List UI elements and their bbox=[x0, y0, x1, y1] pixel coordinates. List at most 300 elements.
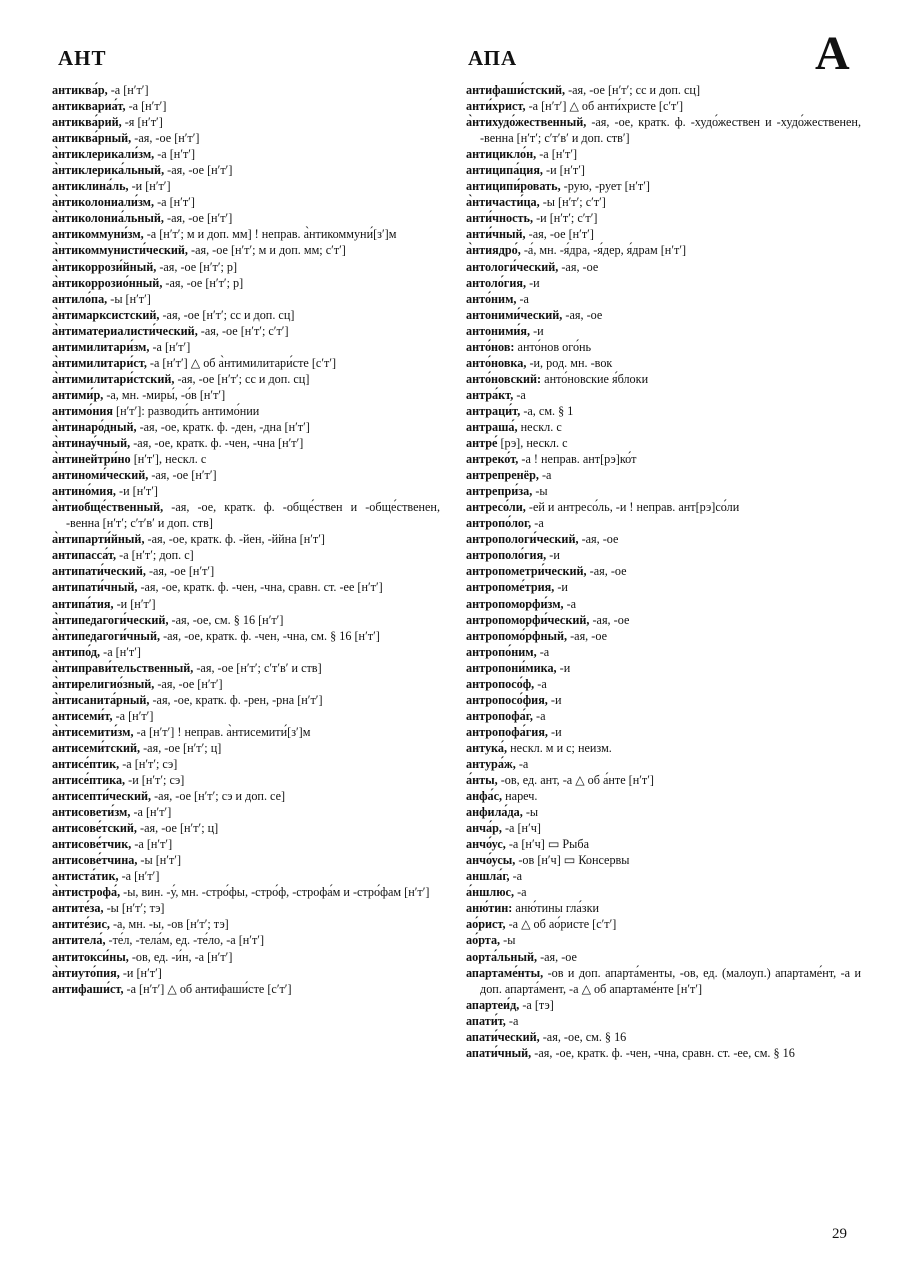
entry-definition: -и bbox=[556, 660, 571, 675]
dictionary-entry bbox=[466, 756, 861, 772]
dictionary-entry bbox=[52, 499, 440, 531]
dictionary-entry bbox=[466, 612, 861, 628]
dictionary-entry bbox=[466, 210, 861, 226]
entry-definition: -а, см. § 1 bbox=[520, 403, 574, 418]
entry-headword: антраша́, bbox=[466, 419, 518, 434]
entry-headword: антипати́ческий, bbox=[52, 564, 146, 579]
entry-definition: -ая, -ое, см. § 16 bbox=[539, 1029, 627, 1044]
entry-headword: антропосо́ф, bbox=[466, 676, 535, 691]
dictionary-entry bbox=[52, 836, 440, 852]
entry-headword: антоло́гия, bbox=[466, 275, 527, 290]
entry-headword: антропологи́ческий, bbox=[466, 532, 579, 547]
entry-definition: -ая, -ое [нʹтʹ] bbox=[145, 564, 215, 579]
entry-headword: антропофа́г, bbox=[466, 708, 533, 723]
dictionary-entry bbox=[466, 275, 861, 291]
dictionary-entry bbox=[52, 194, 440, 210]
entry-definition: -а bbox=[563, 596, 577, 611]
entry-definition: -ов [нʹч] ▭ Консервы bbox=[515, 853, 630, 868]
entry-headword: апати́т, bbox=[466, 1013, 506, 1028]
entry-definition: -ая, -ое bbox=[567, 628, 607, 643]
entry-headword: анти́христ, bbox=[466, 99, 526, 114]
entry-headword: антропо́лог, bbox=[466, 516, 532, 531]
entry-headword: антипо́д, bbox=[52, 644, 101, 659]
entry-headword: а̀нтиправи́тельственный, bbox=[52, 660, 194, 675]
dictionary-entry bbox=[466, 162, 861, 178]
entry-headword: анфила́да, bbox=[466, 805, 523, 820]
entry-headword: а̀нтисемити́зм, bbox=[52, 724, 134, 739]
dictionary-entry bbox=[52, 916, 440, 932]
entry-definition: -а [нʹтʹ] bbox=[100, 644, 141, 659]
entry-headword: антипа́тия, bbox=[52, 596, 114, 611]
dictionary-entry bbox=[466, 708, 861, 724]
dictionary-entry bbox=[52, 660, 440, 676]
entry-headword: анчо́ус, bbox=[466, 837, 506, 852]
entry-definition: -а [тэ] bbox=[519, 997, 554, 1012]
entry-definition: -а bbox=[505, 1013, 519, 1028]
entry-definition: -и bbox=[554, 580, 568, 595]
entry-definition: -ая, -ое [нʹтʹ] bbox=[525, 227, 594, 242]
entry-headword: антра́кт, bbox=[466, 387, 514, 402]
dictionary-entry bbox=[52, 756, 440, 772]
entry-definition: -а [нʹтʹ] △ об а̀нтимилитари́сте [сʹтʹ] bbox=[146, 355, 337, 370]
dictionary-entry bbox=[52, 371, 440, 387]
entry-definition: -и [нʹтʹ; сэ] bbox=[125, 773, 185, 788]
entry-headword: антисовети́зм, bbox=[52, 805, 131, 820]
dictionary-entry bbox=[52, 178, 440, 194]
dictionary-entry bbox=[52, 355, 440, 371]
entry-headword: а̀нтиобще́ственный, bbox=[52, 500, 164, 515]
entry-headword: антиква́р, bbox=[52, 83, 108, 97]
dictionary-entry bbox=[466, 1029, 861, 1045]
dictionary-entry bbox=[466, 949, 861, 965]
entry-headword: антифаши́стский, bbox=[466, 83, 566, 97]
entry-definition: -и [нʹтʹ; сʹтʹ] bbox=[533, 211, 598, 226]
entry-headword: антисеми́т, bbox=[52, 708, 113, 723]
dictionary-entry bbox=[52, 82, 440, 98]
entry-definition: -ая, -ое [нʹтʹ; сс и доп. сц] bbox=[174, 371, 310, 386]
entry-definition: -ая, -ое, кратк. ф. -чен, -чна, см. § 16 [нʹтʹ] bbox=[160, 628, 380, 643]
entry-definition: -ы bbox=[532, 484, 548, 499]
entry-headword: антиципи́ровать, bbox=[466, 179, 561, 194]
entry-headword: анчо́усы, bbox=[466, 853, 516, 868]
dictionary-entry bbox=[466, 932, 861, 948]
entry-headword: антре́ bbox=[466, 436, 498, 451]
entry-headword: антраци́т, bbox=[466, 403, 521, 418]
dictionary-entry bbox=[466, 499, 861, 515]
entry-definition: -а bbox=[534, 676, 547, 691]
entry-definition: -и bbox=[526, 275, 540, 290]
entry-definition: -а, мн. -миры́, -о́в [нʹтʹ] bbox=[103, 387, 226, 402]
dictionary-entry bbox=[52, 419, 440, 435]
entry-definition: -ая, -ое bbox=[578, 532, 619, 547]
dictionary-entry bbox=[52, 852, 440, 868]
dictionary-entry bbox=[466, 194, 861, 210]
entry-headword: а̀нтипедагоги́ческий, bbox=[52, 612, 169, 627]
entry-headword: а̀нтипедагоги́чный, bbox=[52, 628, 161, 643]
dictionary-entry bbox=[52, 242, 440, 258]
entry-headword: антимо́ния bbox=[52, 403, 113, 418]
dictionary-entry bbox=[466, 547, 861, 563]
right-column bbox=[466, 82, 861, 1061]
dictionary-entry bbox=[466, 483, 861, 499]
entry-definition: -а △ об ао́ристе [сʹтʹ] bbox=[505, 917, 617, 932]
dictionary-entry bbox=[52, 403, 440, 419]
entry-headword: антиква́рный, bbox=[52, 131, 132, 146]
entry-definition: -а [нʹтʹ] bbox=[536, 147, 578, 162]
entry-definition: -ая, -ое [нʹтʹ] bbox=[164, 163, 233, 178]
entry-definition: -и [нʹтʹ] bbox=[119, 965, 162, 980]
entry-headword: а̀нтимарксистский, bbox=[52, 307, 160, 322]
dictionary-entry bbox=[52, 788, 440, 804]
entry-definition: [нʹтʹ], нескл. с bbox=[130, 452, 207, 467]
dictionary-entry bbox=[466, 804, 861, 820]
entry-headword: антука́, bbox=[466, 740, 508, 755]
entry-definition: аню́тины гла́зки bbox=[512, 901, 600, 916]
entry-headword: а̀нтинейтри́но bbox=[52, 452, 131, 467]
entry-headword: антицикло́н, bbox=[466, 147, 537, 162]
entry-headword: ао́рта, bbox=[466, 933, 501, 948]
entry-headword: антисове́тчина, bbox=[52, 853, 138, 868]
dictionary-entry bbox=[52, 884, 440, 900]
entry-definition: -ая, -ое, кратк. ф. -худо́жествен и -худо́жественен, -венна [нʹтʹ; сʹтʹвʹ и доп. ствʹ] bbox=[480, 115, 861, 146]
dictionary-entry bbox=[52, 932, 440, 948]
entry-definition: -а [нʹч] bbox=[501, 821, 541, 836]
dictionary-entry bbox=[52, 291, 440, 307]
dictionary-entry bbox=[52, 451, 440, 467]
entry-definition: -ая, -ое, кратк. ф. -чен, -чна, сравн. ст. -ее [нʹтʹ] bbox=[137, 580, 383, 595]
entry-definition: [нʹтʹ]: разводи́ть антимо́нии bbox=[113, 403, 260, 418]
entry-definition: анто́нов ого́нь bbox=[514, 339, 592, 354]
entry-definition: -ов, ед. ант, -а △ об а́нте [нʹтʹ] bbox=[497, 773, 654, 788]
dictionary-entry bbox=[466, 82, 861, 98]
entry-headword: аорта́льный, bbox=[466, 949, 538, 964]
entry-definition: -а [нʹтʹ] bbox=[130, 805, 172, 820]
entry-definition: -ая, -ое, кратк. ф. -йен, -ййна [нʹтʹ] bbox=[144, 532, 325, 547]
dictionary-entry bbox=[52, 98, 440, 114]
entry-definition: -а [нʹтʹ; м и доп. мм] ! неправ. а̀нтикоммуни́[зʹ]м bbox=[143, 227, 397, 242]
entry-definition: -а bbox=[513, 387, 526, 402]
entry-headword: апартаме́нты, bbox=[466, 965, 544, 980]
entry-headword: антисове́тский, bbox=[52, 821, 137, 836]
entry-definition: -ая, -ое [нʹтʹ; сс и доп. сц] bbox=[565, 83, 701, 97]
entry-headword: антисепти́ческий, bbox=[52, 789, 152, 804]
dictionary-entry bbox=[52, 676, 440, 692]
entry-definition: -ая, -ое [нʹтʹ] bbox=[163, 211, 233, 226]
entry-definition: -ы [нʹтʹ; тэ] bbox=[103, 901, 165, 916]
entry-headword: а̀нтиклерикали́зм, bbox=[52, 147, 155, 162]
entry-definition: -а [нʹтʹ] bbox=[112, 708, 154, 723]
entry-definition: -ы bbox=[522, 805, 539, 820]
dictionary-entry bbox=[466, 740, 861, 756]
entry-headword: антите́за, bbox=[52, 901, 104, 916]
dictionary-entry bbox=[52, 868, 440, 884]
entry-headword: антура́ж, bbox=[466, 756, 516, 771]
entry-headword: антимилитари́зм, bbox=[52, 339, 150, 354]
dictionary-entry bbox=[52, 644, 440, 660]
dictionary-entry bbox=[466, 579, 861, 595]
left-column bbox=[52, 82, 440, 997]
entry-definition: -а bbox=[509, 869, 523, 884]
entry-headword: а̀нтиядро́, bbox=[466, 243, 521, 258]
entry-definition: -ая, -ое [нʹтʹ; ц] bbox=[140, 740, 222, 755]
entry-definition: анто́новские я́блоки bbox=[541, 371, 649, 386]
entry-headword: антино́мия, bbox=[52, 484, 116, 499]
entry-headword: а̀нтистрофа́, bbox=[52, 885, 121, 900]
entry-headword: а̀нтинау́чный, bbox=[52, 436, 131, 451]
entry-headword: антропосо́фия, bbox=[466, 692, 548, 707]
entry-headword: а̀нтикоррозио́нный, bbox=[52, 275, 163, 290]
entry-headword: анто́новка, bbox=[466, 355, 527, 370]
entry-headword: а̀нтимилитари́стский, bbox=[52, 371, 175, 386]
dictionary-entry bbox=[52, 483, 440, 499]
entry-definition: -а [нʹтʹ] bbox=[107, 83, 149, 97]
entry-definition: нескл. м и с; неизм. bbox=[507, 740, 612, 755]
entry-definition: -ая, -ое [нʹтʹ; м и доп. мм; сʹтʹ] bbox=[187, 243, 346, 258]
entry-definition: -ая, -ое, см. § 16 [нʹтʹ] bbox=[168, 612, 284, 627]
entry-definition: -ов, ед. -и́н, -а [нʹтʹ] bbox=[128, 949, 233, 964]
dictionary-entry bbox=[466, 820, 861, 836]
dictionary-entry bbox=[52, 467, 440, 483]
entry-definition: -а [нʹтʹ; сэ] bbox=[119, 756, 178, 771]
entry-headword: антипати́чный, bbox=[52, 580, 138, 595]
dictionary-entry bbox=[466, 435, 861, 451]
entry-headword: антипасса́т, bbox=[52, 548, 117, 563]
dictionary-entry bbox=[52, 146, 440, 162]
entry-definition: -и bbox=[547, 692, 562, 707]
entry-headword: а̀нтиколониали́зм, bbox=[52, 195, 155, 210]
entry-definition: -ы [нʹтʹ; сʹтʹ] bbox=[539, 195, 606, 210]
entry-definition: -ов и доп. апарта́менты, -ов, ед. (малоуп.) апартаме́нт, -а и доп. апарта́мент, -а △ об апартаме́нте [нʹтʹ] bbox=[480, 965, 861, 996]
dictionary-entry bbox=[466, 644, 861, 660]
dictionary-entry bbox=[466, 371, 861, 387]
entry-definition: -ая, -ое [нʹтʹ] bbox=[148, 468, 217, 483]
entry-definition: -и [нʹтʹ] bbox=[115, 484, 158, 499]
entry-headword: а̀нтиклерика́льный, bbox=[52, 163, 165, 178]
entry-headword: антитокси́ны, bbox=[52, 949, 129, 964]
entry-headword: антологи́ческий, bbox=[466, 259, 559, 274]
entry-headword: анча́р, bbox=[466, 821, 502, 836]
entry-headword: а́нты, bbox=[466, 773, 498, 788]
entry-headword: антропофа́гия, bbox=[466, 724, 548, 739]
entry-definition: -ая, -ое [нʹтʹ; сʹтʹ] bbox=[197, 323, 289, 338]
dictionary-entry bbox=[466, 419, 861, 435]
entry-headword: анфа́с, bbox=[466, 789, 503, 804]
entry-headword: ао́рист, bbox=[466, 917, 506, 932]
dictionary-entry bbox=[466, 451, 861, 467]
dictionary-entry bbox=[466, 531, 861, 547]
dictionary-entry bbox=[466, 596, 861, 612]
dictionary-entry bbox=[52, 531, 440, 547]
entry-definition: -и bbox=[547, 724, 562, 739]
dictionary-entry bbox=[466, 772, 861, 788]
dictionary-entry bbox=[52, 949, 440, 965]
dictionary-entry bbox=[52, 692, 440, 708]
entry-headword: антресо́ли, bbox=[466, 500, 526, 515]
dictionary-entry bbox=[466, 965, 861, 997]
dictionary-entry bbox=[466, 788, 861, 804]
dictionary-entry bbox=[52, 981, 440, 997]
entry-headword: а̀нтихудо́жественный, bbox=[466, 115, 587, 130]
entry-definition: -ая, -ое, кратк. ф. -ден, -дна [нʹтʹ] bbox=[136, 419, 310, 434]
entry-definition: -ая, -ое [нʹтʹ; сэ и доп. се] bbox=[151, 789, 286, 804]
entry-headword: анто́новский: bbox=[466, 371, 542, 386]
entry-headword: анти́чный, bbox=[466, 227, 526, 242]
entry-definition: -те́л, -тела́м, ед. -те́ло, -а [нʹтʹ] bbox=[105, 933, 265, 948]
entry-definition: -а bbox=[515, 756, 529, 771]
entry-definition: -а bbox=[516, 291, 529, 306]
entry-headword: антисеми́тский, bbox=[52, 740, 141, 755]
entry-definition: -а bbox=[531, 516, 544, 531]
entry-headword: антиноми́ческий, bbox=[52, 468, 149, 483]
entry-definition: -ая, -ое [нʹтʹ; р] bbox=[156, 259, 238, 274]
entry-headword: апати́ческий, bbox=[466, 1029, 540, 1044]
dictionary-entry bbox=[466, 387, 861, 403]
dictionary-entry bbox=[52, 612, 440, 628]
entry-definition: -ы, вин. -у́, мн. -стро́фы, -стро́ф, -строфа́м и -стро́фам [нʹтʹ] bbox=[120, 885, 430, 900]
entry-headword: антиквариа́т, bbox=[52, 99, 126, 114]
dictionary-entry bbox=[466, 628, 861, 644]
entry-headword: а̀нтичасти́ца, bbox=[466, 195, 540, 210]
entry-headword: антропоморфи́ческий, bbox=[466, 612, 590, 627]
entry-headword: антропомо́рфный, bbox=[466, 628, 568, 643]
entry-headword: анти́чность, bbox=[466, 211, 534, 226]
dictionary-entry bbox=[52, 162, 440, 178]
dictionary-entry bbox=[466, 997, 861, 1013]
dictionary-entry bbox=[466, 146, 861, 162]
dictionary-entry bbox=[466, 868, 861, 884]
dictionary-entry bbox=[52, 435, 440, 451]
entry-definition: -ая, -ое [нʹтʹ; р] bbox=[162, 275, 244, 290]
entry-headword: а̀нтиматериалисти́ческий, bbox=[52, 323, 198, 338]
dictionary-entry bbox=[52, 210, 440, 226]
entry-headword: анто́нов: bbox=[466, 339, 515, 354]
entry-definition: -ы [нʹтʹ] bbox=[137, 853, 182, 868]
dictionary-entry bbox=[466, 339, 861, 355]
entry-headword: антикоммуни́зм, bbox=[52, 227, 144, 242]
dictionary-entry bbox=[52, 130, 440, 146]
entry-definition: -а [нʹтʹ] bbox=[118, 869, 160, 884]
dictionary-entry bbox=[466, 307, 861, 323]
dictionary-entry bbox=[52, 740, 440, 756]
entry-headword: антрепри́за, bbox=[466, 484, 533, 499]
entry-definition: -ая, -ое [нʹтʹ; ц] bbox=[136, 821, 219, 836]
dictionary-entry bbox=[466, 884, 861, 900]
dictionary-entry bbox=[466, 1013, 861, 1029]
entry-headword: а̀нтиколониа́льный, bbox=[52, 211, 164, 226]
dictionary-entry bbox=[466, 724, 861, 740]
entry-headword: антреко́т, bbox=[466, 452, 519, 467]
entry-definition: -а [нʹтʹ] bbox=[125, 99, 167, 114]
entry-headword: а́ншлюс, bbox=[466, 885, 515, 900]
dictionary-entry bbox=[52, 708, 440, 724]
entry-definition: -а [нʹтʹ] ! неправ. а̀нтисемити́[зʹ]м bbox=[133, 724, 311, 739]
entry-definition: -а bbox=[536, 644, 550, 659]
entry-headword: антиква́рий, bbox=[52, 115, 122, 130]
dictionary-entry bbox=[52, 307, 440, 323]
dictionary-entry bbox=[466, 242, 861, 258]
entry-headword: аню́тин: bbox=[466, 901, 513, 916]
entry-headword: антисе́птика, bbox=[52, 773, 126, 788]
dictionary-entry bbox=[52, 547, 440, 563]
entry-headword: антропометри́ческий, bbox=[466, 564, 587, 579]
entry-definition: -ая, -ое [нʹтʹ] bbox=[131, 131, 200, 146]
dictionary-entry bbox=[52, 820, 440, 836]
dictionary-entry bbox=[466, 226, 861, 242]
entry-definition: -а [нʹтʹ] bbox=[154, 147, 196, 162]
entry-headword: антоними́ческий, bbox=[466, 307, 563, 322]
entry-definition: -а [нʹч] ▭ Рыба bbox=[505, 837, 589, 852]
entry-headword: а̀нтисанита́рный, bbox=[52, 692, 150, 707]
entry-definition: -ая, -ое [нʹтʹ; сс и доп. сц] bbox=[159, 307, 295, 322]
entry-headword: антропоморфи́зм, bbox=[466, 596, 564, 611]
dictionary-entry bbox=[466, 291, 861, 307]
entry-definition: нескл. с bbox=[517, 419, 562, 434]
entry-headword: антите́зис, bbox=[52, 917, 110, 932]
entry-definition: -а, мн. -ы, -ов [нʹтʹ; тэ] bbox=[109, 917, 229, 932]
entry-definition: -я [нʹтʹ] bbox=[121, 115, 163, 130]
entry-headword: антропоме́трия, bbox=[466, 580, 555, 595]
dictionary-entry bbox=[466, 259, 861, 275]
entry-headword: антиста́тик, bbox=[52, 869, 119, 884]
dictionary-entry bbox=[52, 724, 440, 740]
page-number: 29 bbox=[832, 1226, 847, 1242]
dictionary-entry bbox=[466, 1045, 861, 1061]
entry-definition: -ы bbox=[500, 933, 516, 948]
entry-definition: -а bbox=[532, 708, 546, 723]
entry-headword: а̀нтикоммунисти́ческий, bbox=[52, 243, 188, 258]
dictionary-entry bbox=[52, 596, 440, 612]
dictionary-entry bbox=[52, 900, 440, 916]
dictionary-entry bbox=[466, 692, 861, 708]
entry-definition: нареч. bbox=[502, 789, 538, 804]
entry-definition: [рэ], нескл. с bbox=[497, 436, 568, 451]
entry-headword: антоними́я, bbox=[466, 323, 531, 338]
section-letter: А bbox=[815, 27, 850, 80]
dictionary-entry bbox=[466, 916, 861, 932]
entry-definition: -ая, -ое, кратк. ф. -чен, -чна [нʹтʹ] bbox=[130, 436, 304, 451]
entry-definition: -ая, -ое, кратк. ф. -рен, -рна [нʹтʹ] bbox=[149, 692, 323, 707]
dictionary-entry bbox=[466, 515, 861, 531]
dictionary-entry bbox=[52, 275, 440, 291]
entry-definition: -ая, -ое, кратк. ф. -обще́ствен и -обще́ственен, -венна [нʹтʹ; сʹтʹвʹ и доп. ств] bbox=[66, 500, 440, 531]
dictionary-entry bbox=[52, 563, 440, 579]
entry-headword: а̀нтирелигио́зный, bbox=[52, 676, 155, 691]
entry-headword: анто́ним, bbox=[466, 291, 517, 306]
entry-headword: антило́па, bbox=[52, 291, 108, 306]
entry-headword: а̀нтикоррози́йный, bbox=[52, 259, 157, 274]
dictionary-entry bbox=[466, 900, 861, 916]
entry-definition: -а ! неправ. ант[рэ]ко́т bbox=[518, 452, 637, 467]
right-guide-word: АПА bbox=[468, 46, 518, 70]
entry-definition: -а [нʹтʹ; доп. с] bbox=[116, 548, 194, 563]
entry-definition: -ая, -ое bbox=[537, 949, 577, 964]
entry-definition: -и [нʹтʹ] bbox=[542, 163, 585, 178]
entry-definition: -и [нʹтʹ] bbox=[113, 596, 156, 611]
entry-headword: антифаши́ст, bbox=[52, 981, 124, 996]
entry-definition: -ая, -ое bbox=[562, 307, 603, 322]
dictionary-entry bbox=[466, 114, 861, 146]
dictionary-entry bbox=[466, 178, 861, 194]
entry-definition: -а [нʹтʹ] △ об антифаши́сте [сʹтʹ] bbox=[123, 981, 292, 996]
left-guide-word: АНТ bbox=[58, 46, 107, 70]
entry-definition: -а [нʹтʹ] bbox=[131, 837, 173, 852]
entry-definition: -ая, -ое bbox=[558, 259, 599, 274]
dictionary-entry bbox=[52, 772, 440, 788]
dictionary-entry bbox=[466, 852, 861, 868]
entry-headword: а̀нтимилитари́ст, bbox=[52, 355, 147, 370]
entry-headword: антитела́, bbox=[52, 933, 106, 948]
dictionary-entry bbox=[52, 259, 440, 275]
